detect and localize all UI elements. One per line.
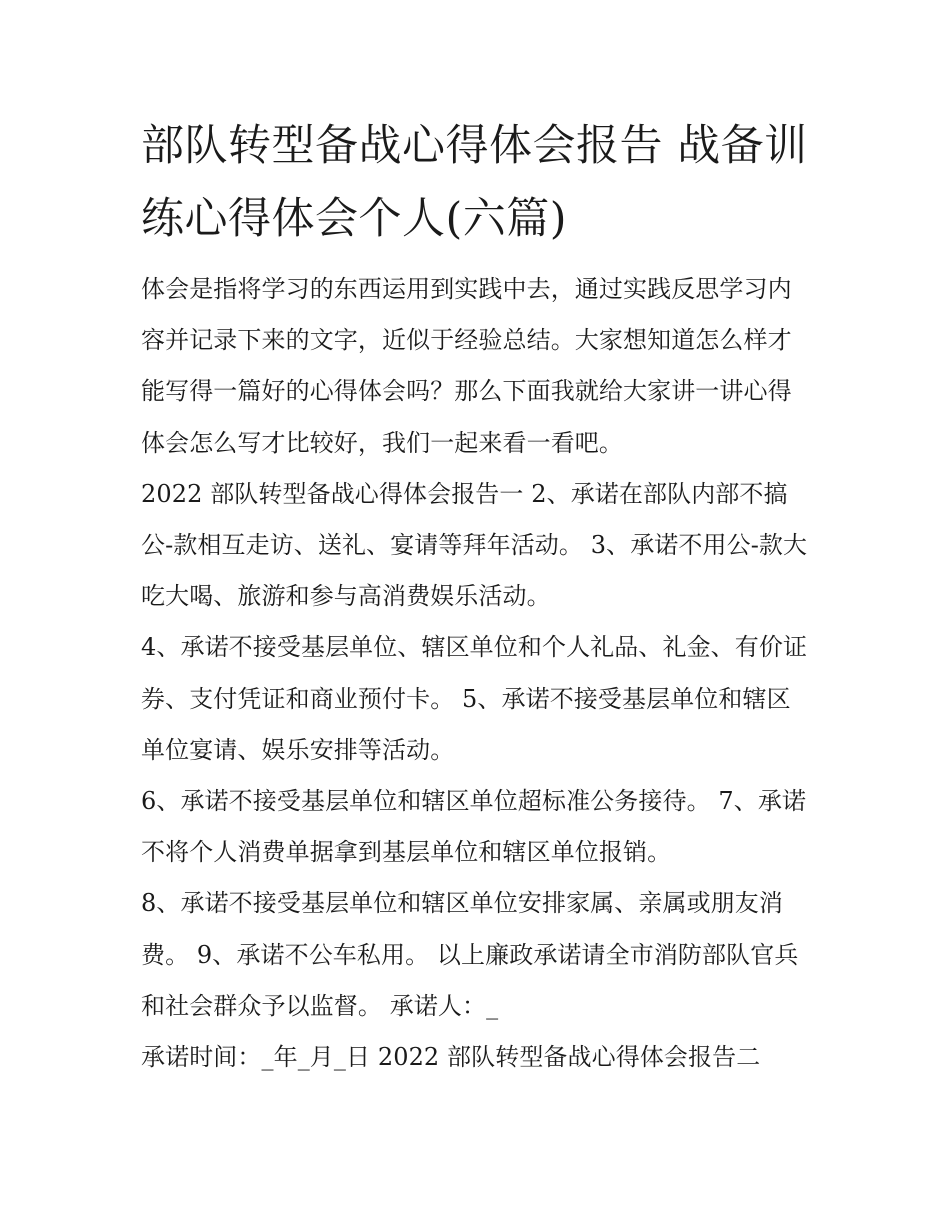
body-paragraph: 6、承诺不接受基层单位和辖区单位超标准公务接待。 7、承诺不将个人消费单据拿到基层单位和辖区单位报销。 <box>141 787 807 867</box>
document-title: 部队转型备战心得体会报告 战备训练心得体会个人(六篇) <box>141 121 808 244</box>
intro-paragraph: 体会是指将学习的东西运用到实践中去，通过实践反思学习内容并记录下来的文字，近似于经验总结。大家想知道怎么样才能写得一篇好的心得体会吗？那么下面我就给大家讲一讲心得体会怎么写才比较好，我们一起来看一看吧。 <box>141 275 792 457</box>
body-paragraph: 8、承诺不接受基层单位和辖区单位安排家属、亲属或朋友消费。 9、承诺不公车私用。 以上廉政承诺请全市消防部队官兵和社会群众予以监督。 承诺人：_ <box>141 889 799 1020</box>
document-page <box>141 110 813 1083</box>
body-paragraph: 4、承诺不接受基层单位、辖区单位和个人礼品、礼金、有价证券、支付凭证和商业预付卡。 5、承诺不接受基层单位和辖区单位宴请、娱乐安排等活动。 <box>141 633 808 764</box>
body-paragraph: 承诺时间：_年_月_日 2022 部队转型备战心得体会报告二 <box>141 1043 761 1072</box>
body-paragraph: 2022 部队转型备战心得体会报告一 2、承诺在部队内部不搞公-款相互走访、送礼、宴请等拜年活动。 3、承诺不用公-款大吃大喝、旅游和参与高消费娱乐活动。 <box>141 479 808 611</box>
